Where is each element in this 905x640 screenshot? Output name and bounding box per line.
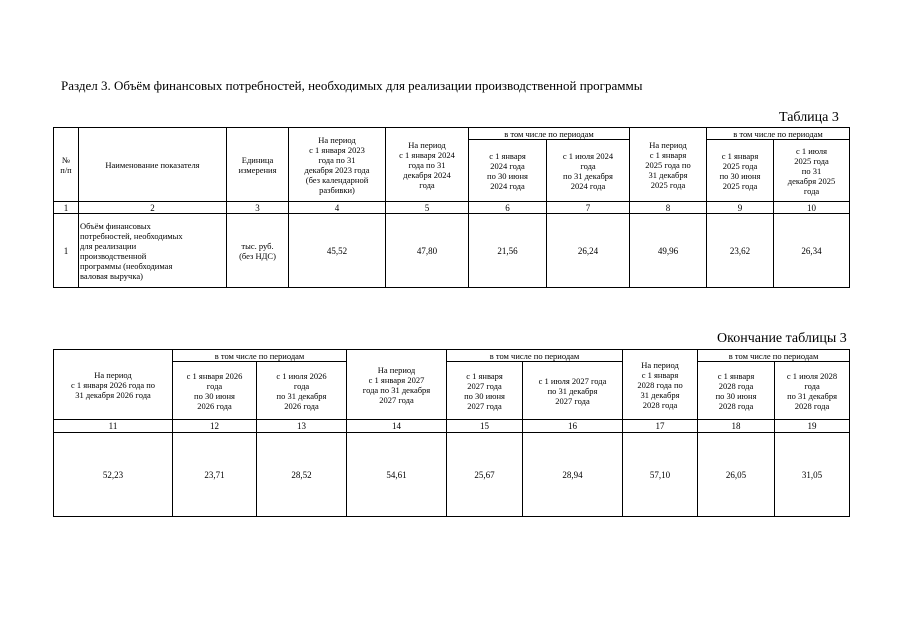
value-cell: 28,52	[257, 433, 347, 517]
value-cell: 31,05	[775, 433, 850, 517]
table-row	[54, 433, 850, 517]
header-period-2023: На период с 1 января 2023 года по 31 декабря 2023 года (без календарной разбивки)	[289, 128, 386, 202]
header-group-2027: в том числе по периодам	[447, 350, 623, 362]
column-index: 5	[386, 202, 469, 214]
header-h1-2027: с 1 января 2027 года по 30 июня 2027 года	[447, 362, 523, 420]
header-h1-2028: с 1 января 2028 года по 30 июня 2028 года	[698, 362, 775, 420]
section-title: Раздел 3. Объём финансовых потребностей, необходимых для реализации производственной программы	[61, 78, 643, 93]
value-cell: 47,80	[386, 214, 469, 288]
table-caption: Таблица 3	[779, 110, 839, 125]
header-period-2028: На период с 1 января 2028 года по 31 декабря 2028 года	[623, 350, 698, 420]
value-cell: 54,61	[347, 433, 447, 517]
header-h1-2024: с 1 января 2024 года по 30 июня 2024 года	[469, 140, 547, 202]
header-h2-2027: с 1 июля 2027 года по 31 декабря 2027 года	[523, 362, 623, 420]
value-cell: 52,23	[54, 433, 173, 517]
header-h2-2025: с 1 июля 2025 года по 31 декабря 2025 года	[774, 140, 850, 202]
header-period-2024: На период с 1 января 2024 года по 31 декабря 2024 года	[386, 128, 469, 202]
header-h2-2026: с 1 июля 2026 года по 31 декабря 2026 года	[257, 362, 347, 420]
header-period-2027: На период с 1 января 2027 года по 31 декабря 2027 года	[347, 350, 447, 420]
financial-needs-table	[53, 127, 850, 288]
header-h2-2024: с 1 июля 2024 года по 31 декабря 2024 года	[547, 140, 630, 202]
value-cell: 45,52	[289, 214, 386, 288]
value-cell: 57,10	[623, 433, 698, 517]
column-index-row	[54, 202, 850, 214]
column-index: 8	[630, 202, 707, 214]
header-group-2024: в том числе по периодам	[469, 128, 630, 140]
value-cell: 26,05	[698, 433, 775, 517]
header-group-2025: в том числе по периодам	[707, 128, 850, 140]
header-num: № п/п	[54, 128, 79, 202]
header-h1-2026: с 1 января 2026 года по 30 июня 2026 года	[173, 362, 257, 420]
column-index: 10	[774, 202, 850, 214]
column-index: 15	[447, 420, 523, 433]
column-index-row	[54, 420, 850, 433]
row-unit: тыс. руб. (без НДС)	[227, 214, 289, 288]
column-index: 17	[623, 420, 698, 433]
table-caption-continuation: Окончание таблицы 3	[717, 331, 847, 346]
column-index: 19	[775, 420, 850, 433]
column-index: 7	[547, 202, 630, 214]
row-number: 1	[54, 214, 79, 288]
value-cell: 26,34	[774, 214, 850, 288]
value-cell: 23,71	[173, 433, 257, 517]
value-cell: 26,24	[547, 214, 630, 288]
row-indicator-name: Объём финансовых потребностей, необходимых для реализации производственной программы (необходимая валовая выручка)	[79, 214, 227, 288]
header-period-2025: На период с 1 января 2025 года по 31 декабря 2025 года	[630, 128, 707, 202]
column-index: 13	[257, 420, 347, 433]
column-index: 3	[227, 202, 289, 214]
header-unit: Единица измерения	[227, 128, 289, 202]
header-h2-2028: с 1 июля 2028 года по 31 декабря 2028 года	[775, 362, 850, 420]
column-index: 18	[698, 420, 775, 433]
header-group-2028: в том числе по периодам	[698, 350, 850, 362]
value-cell: 28,94	[523, 433, 623, 517]
column-index: 14	[347, 420, 447, 433]
value-cell: 25,67	[447, 433, 523, 517]
header-period-2026: На период с 1 января 2026 года по 31 декабря 2026 года	[54, 350, 173, 420]
header-h1-2025: с 1 января 2025 года по 30 июня 2025 года	[707, 140, 774, 202]
column-index: 11	[54, 420, 173, 433]
header-name: Наименование показателя	[79, 128, 227, 202]
column-index: 2	[79, 202, 227, 214]
column-index: 4	[289, 202, 386, 214]
table-row	[54, 214, 850, 288]
column-index: 16	[523, 420, 623, 433]
value-cell: 23,62	[707, 214, 774, 288]
financial-needs-table-continuation	[53, 349, 850, 517]
column-index: 6	[469, 202, 547, 214]
value-cell: 49,96	[630, 214, 707, 288]
header-group-2026: в том числе по периодам	[173, 350, 347, 362]
column-index: 1	[54, 202, 79, 214]
column-index: 9	[707, 202, 774, 214]
column-index: 12	[173, 420, 257, 433]
value-cell: 21,56	[469, 214, 547, 288]
